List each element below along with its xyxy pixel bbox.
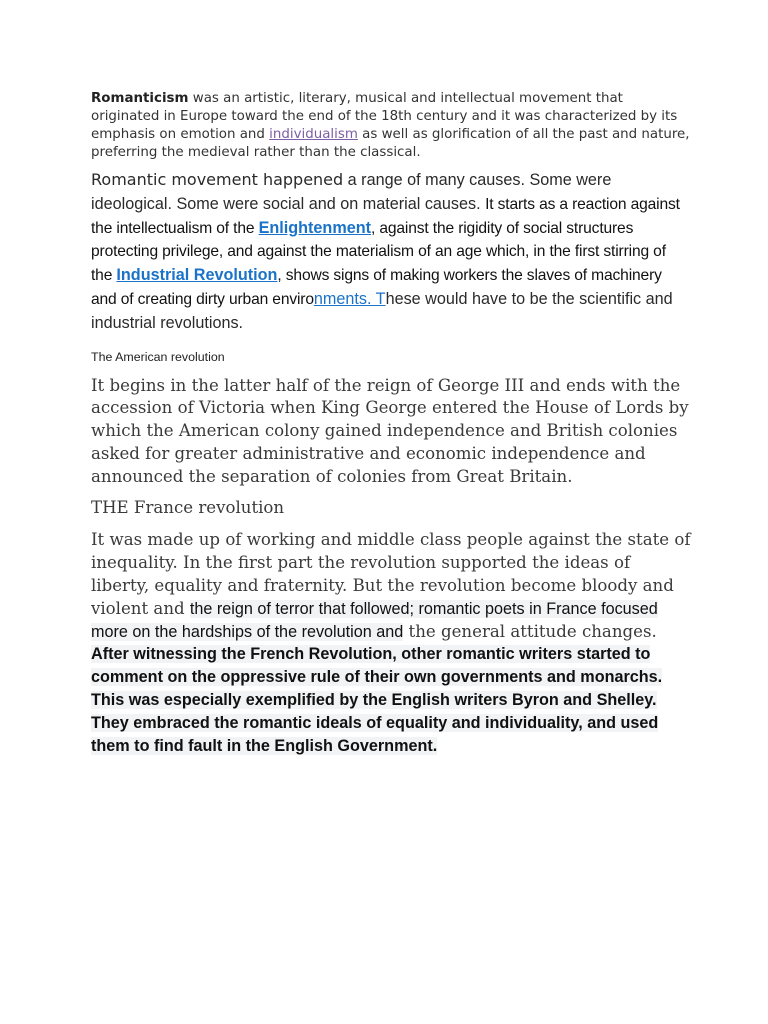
link-industrial-revolution[interactable]: Industrial Revolution: [116, 266, 278, 285]
paragraph-text: , shows signs of making workers the slaves of machinery and of creating dirty urban enviro: [91, 267, 662, 308]
document-body: [91, 90, 691, 765]
paragraph-lead: Romantic movement happened: [91, 170, 344, 189]
paragraph-text: It was made up of working and middle class people against the state of inequality. In the first part the revolution supported the ideas of liberty, equality and fraternity. But the revolution become bloody and violent and: [91, 530, 691, 618]
term-romanticism: Romanticism: [91, 91, 189, 106]
heading-american-revolution: The American revolution: [91, 349, 225, 364]
link-enlightenment[interactable]: Enlightenment: [258, 218, 371, 237]
heading-france-revolution: THE France revolution: [91, 497, 285, 517]
paragraph-romanticism: [91, 90, 691, 162]
highlighted-bold-text: After witnessing the French Revolution, other romantic writers started to comment on the oppressive rule of their own governments and monarchs. This was especially exemplified by the English writers Byron and Shelley. They embraced the romantic ideals of equality and individuality, and used them to find fault in the English Government.: [91, 645, 663, 755]
paragraph-text: the general attitude changes.: [403, 621, 657, 641]
link-environments[interactable]: nments. T: [313, 289, 386, 308]
paragraph-text: hese would have to be the scientific and industrial revolutions.: [91, 289, 673, 332]
paragraph-american-revolution: It begins in the latter half of the reign of George III and ends with the accession of Victoria when King George entered the House of Lords by which the American colony gained independence and British colonies asked for greater administrative and economic independence and announced the separation of colonies from Great Britain.: [91, 375, 689, 486]
link-individualism[interactable]: individualism: [269, 127, 358, 142]
highlighted-text: the reign of terror that followed; romantic poets in France focused more on the hardships of the revolution and: [91, 599, 658, 641]
paragraph-romantic-movement: [91, 168, 691, 336]
paragraph-france-revolution: [91, 529, 691, 757]
paragraph-text: was an artistic, literary, musical and intellectual movement that originated in Europe toward the end of the 18th century and it was characterized by its emphasis on emotion and: [91, 91, 678, 142]
paragraph-text: , against the rigidity of social structures protecting privilege, and against the materialism of an age which, in the first stirring of the: [91, 219, 666, 285]
paragraph-text: as well as glorification of all the past and nature, preferring the medieval rather than the classical.: [91, 127, 690, 160]
paragraph-text: It starts as a reaction against the intellectualism of the: [91, 195, 680, 237]
paragraph-text: a range of many causes. Some were ideological. Some were social and on material causes.: [91, 171, 612, 213]
